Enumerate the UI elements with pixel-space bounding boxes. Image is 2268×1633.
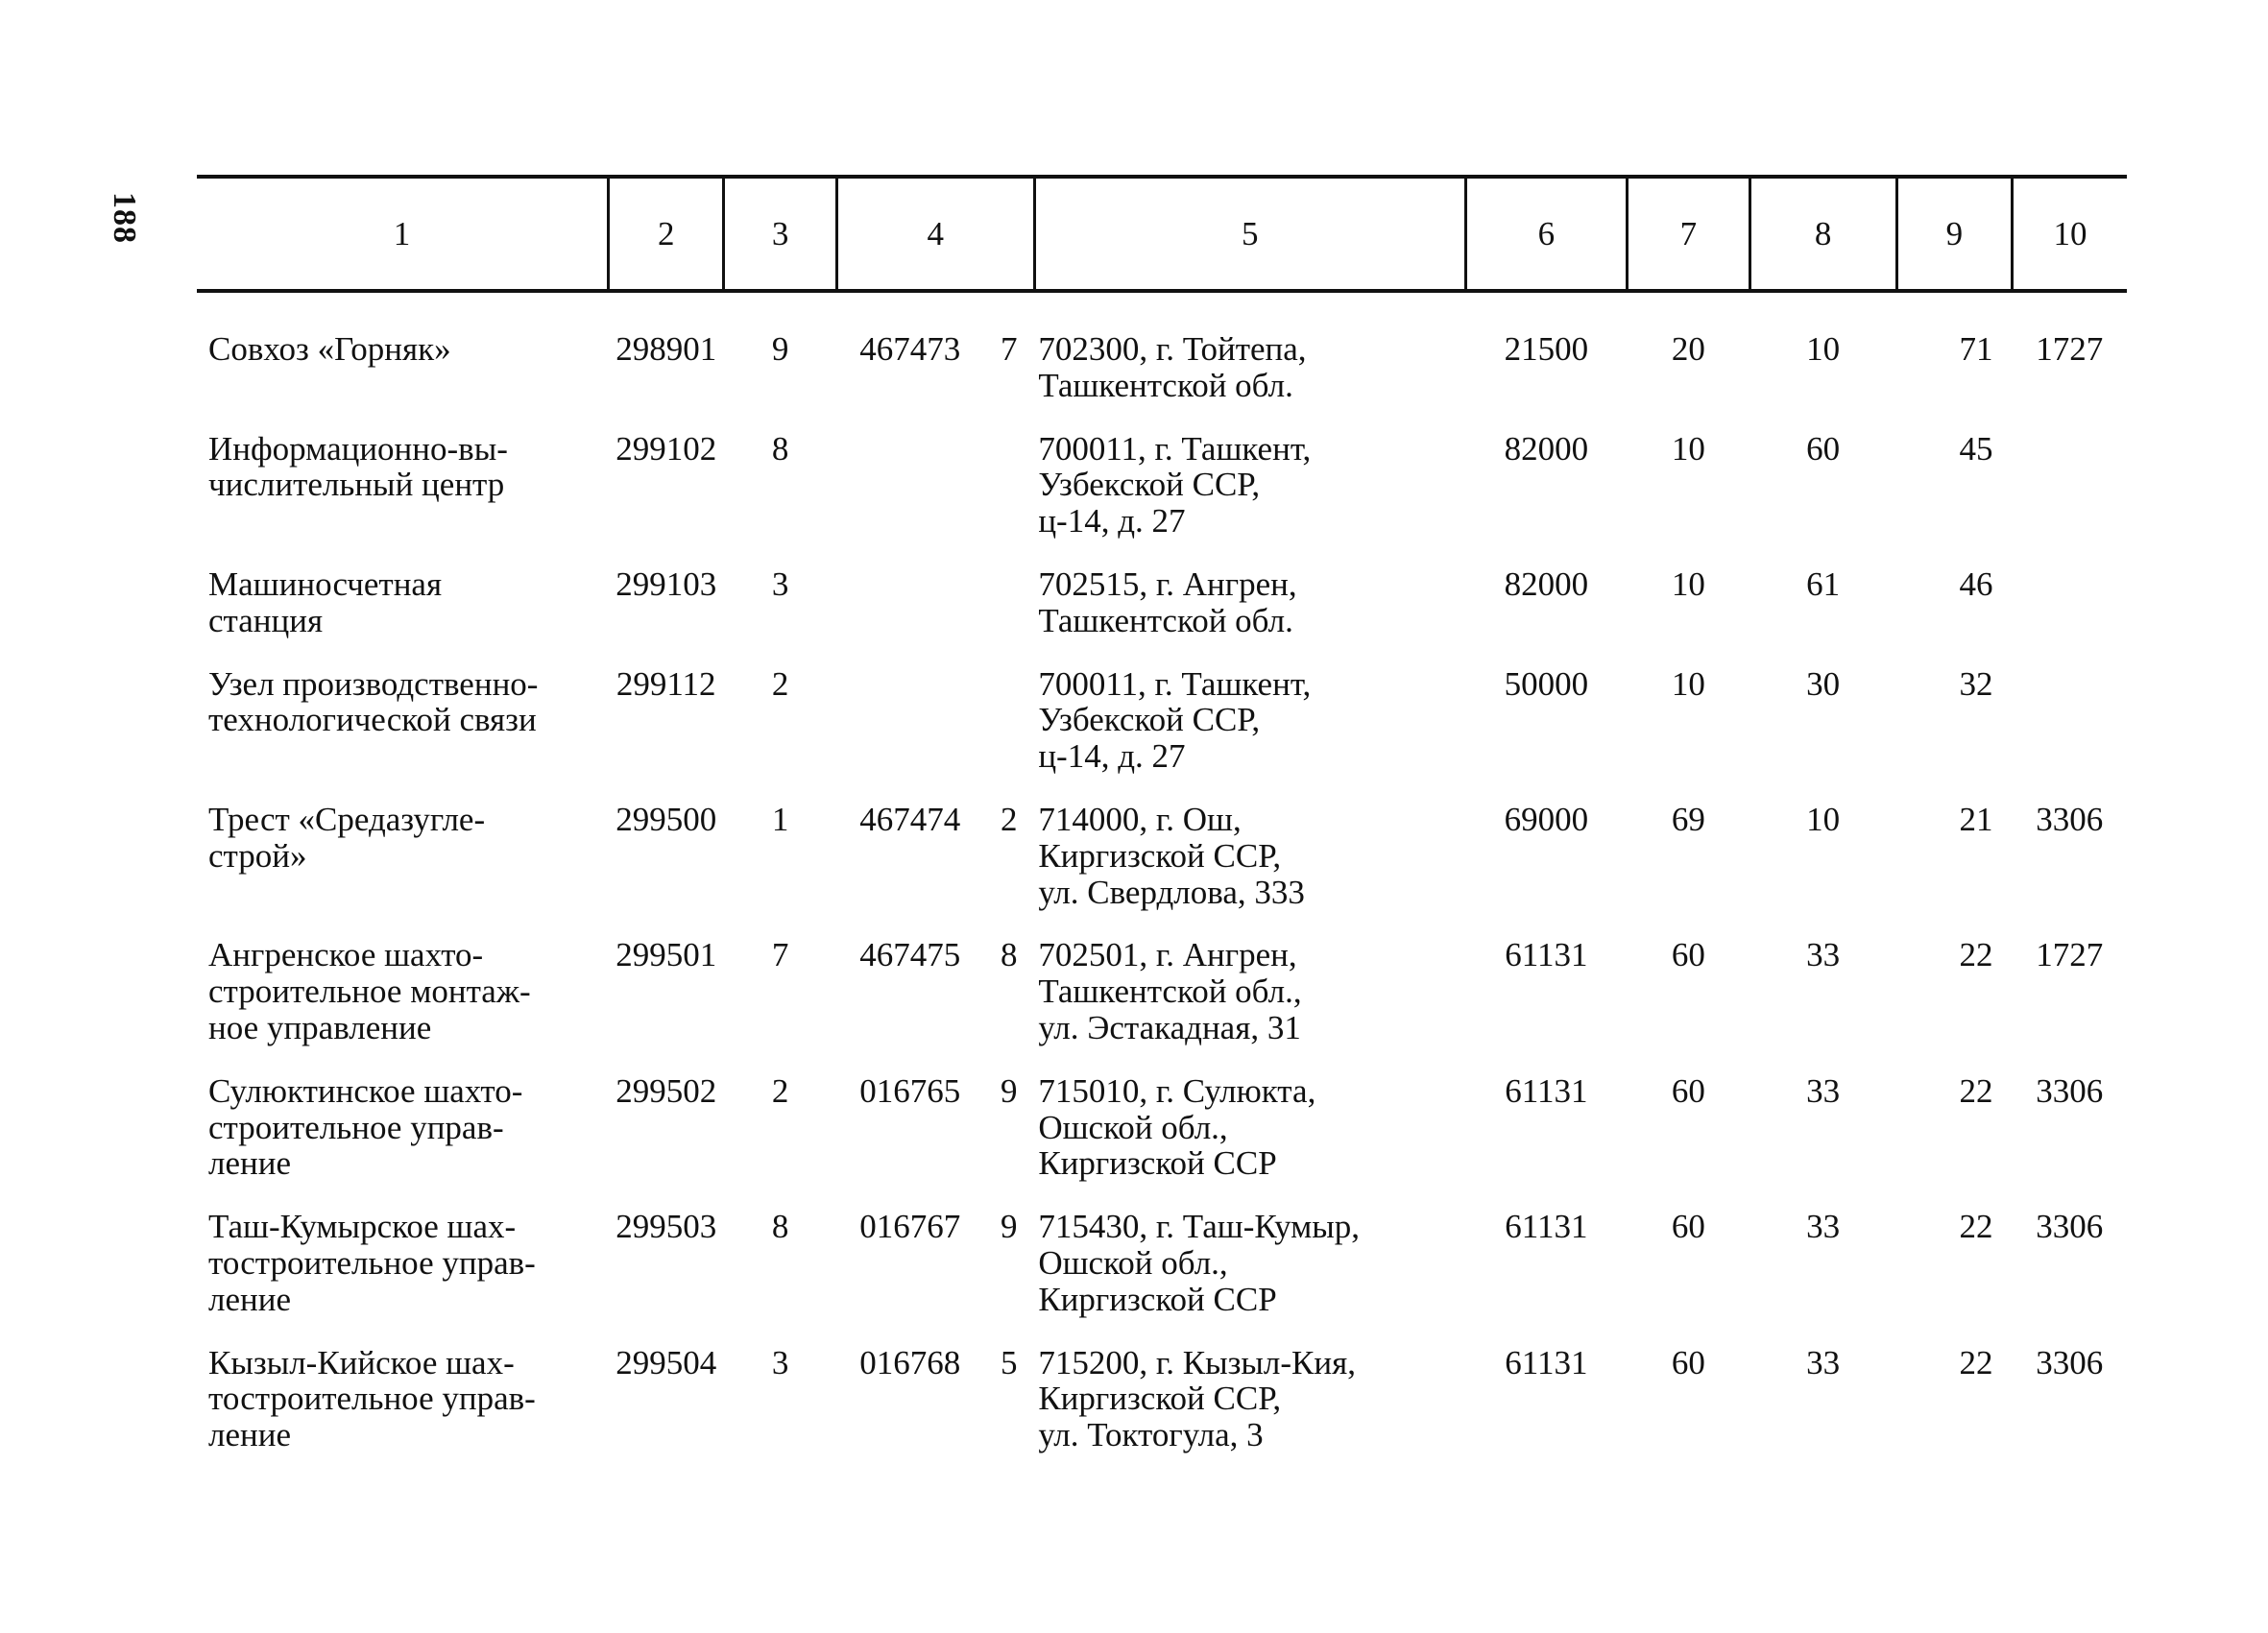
code-column-9: 46	[1959, 564, 1993, 603]
code-column-2: 299102	[615, 429, 717, 468]
code-column-4	[836, 431, 983, 566]
column-header-6: 6	[1465, 177, 1627, 291]
address: 702515, г. Ангрен, Ташкентской обл.	[1038, 564, 1297, 639]
code-column-10: 1727	[2036, 936, 2104, 974]
check-digit-column-4: 2	[1001, 800, 1018, 838]
table-row	[197, 291, 2127, 431]
table-row	[197, 566, 2127, 666]
address: 702300, г. Тойтепа, Ташкентской обл.	[1038, 330, 1307, 404]
code-column-3: 8	[771, 1208, 789, 1246]
code-column-2: 299501	[615, 936, 717, 974]
column-header-5: 5	[1034, 177, 1465, 291]
code-column-10: 3306	[2036, 1071, 2104, 1110]
table-row	[197, 431, 2127, 566]
code-column-9: 45	[1959, 429, 1993, 468]
address: 715430, г. Таш-Кумыр, Ошской обл., Киргизской ССР	[1038, 1208, 1361, 1318]
code-column-6: 61131	[1505, 936, 1588, 974]
code-column-8: 33	[1806, 936, 1841, 974]
organization-name: Узел производственно- технологической связи	[208, 664, 539, 739]
registry-table	[197, 175, 2127, 1480]
code-column-6: 50000	[1504, 664, 1589, 703]
code-column-4: 016767	[859, 1208, 961, 1246]
check-digit-column-4	[983, 566, 1034, 666]
address: 715200, г. Кызыл-Кия, Киргизской ССР, ул. Токтогула, 3	[1038, 1343, 1356, 1454]
column-header-10: 10	[2013, 177, 2127, 291]
code-column-3: 7	[771, 936, 789, 974]
code-column-2: 299504	[615, 1343, 717, 1381]
code-column-7: 60	[1671, 936, 1705, 974]
code-column-2: 298901	[615, 330, 717, 368]
code-column-3: 9	[771, 330, 789, 368]
table-body	[197, 291, 2127, 1480]
code-column-2: 299503	[615, 1208, 717, 1246]
code-column-9: 22	[1959, 1071, 1993, 1110]
organization-name: Сулюктинское шахто- строительное управ- ление	[208, 1071, 523, 1183]
code-column-7: 10	[1671, 429, 1705, 468]
code-column-4	[836, 566, 983, 666]
code-column-8: 33	[1806, 1208, 1841, 1246]
code-column-2: 299103	[615, 564, 717, 603]
code-column-4	[836, 666, 983, 802]
address: 715010, г. Сулюкта, Ошской обл., Киргизской ССР	[1038, 1071, 1316, 1183]
code-column-8: 60	[1806, 429, 1841, 468]
code-column-8: 10	[1806, 330, 1841, 368]
code-column-3: 1	[771, 800, 789, 838]
code-column-8: 33	[1806, 1071, 1841, 1110]
address: 700011, г. Ташкент, Узбекской ССР, ц-14, д. 27	[1038, 664, 1312, 776]
code-column-3: 3	[771, 1343, 789, 1381]
code-column-6: 82000	[1504, 564, 1589, 603]
column-header-8: 8	[1749, 177, 1896, 291]
code-column-7: 60	[1671, 1208, 1705, 1246]
column-header-7: 7	[1628, 177, 1750, 291]
table-header	[197, 177, 2127, 291]
table-row	[197, 802, 2127, 937]
code-column-6: 61131	[1505, 1343, 1588, 1381]
code-column-10	[2013, 666, 2127, 802]
code-column-3: 3	[771, 564, 789, 603]
registry-table-wrapper	[197, 175, 2127, 1480]
code-column-8: 33	[1806, 1343, 1841, 1381]
code-column-2: 299502	[615, 1071, 717, 1110]
code-column-7: 69	[1671, 800, 1705, 838]
check-digit-column-4: 7	[1001, 330, 1018, 368]
code-column-9: 32	[1959, 664, 1993, 703]
code-column-2: 299112	[615, 664, 716, 703]
check-digit-column-4	[983, 431, 1034, 566]
code-column-3: 2	[771, 664, 789, 703]
code-column-7: 60	[1671, 1071, 1705, 1110]
page-number: 188	[107, 192, 142, 244]
column-header-3: 3	[724, 177, 836, 291]
address: 700011, г. Ташкент, Узбекской ССР, ц-14, д. 27	[1038, 429, 1312, 540]
code-column-9: 71	[1959, 330, 1993, 368]
column-header-2: 2	[609, 177, 724, 291]
code-column-2: 299500	[615, 800, 717, 838]
table-row	[197, 1209, 2127, 1344]
organization-name: Совхоз «Горняк»	[208, 330, 451, 368]
check-digit-column-4: 5	[1001, 1343, 1018, 1381]
address: 702501, г. Ангрен, Ташкентской обл., ул. Эстакадная, 31	[1038, 936, 1302, 1046]
code-column-6: 69000	[1504, 800, 1589, 838]
code-column-4: 467474	[859, 800, 961, 838]
code-column-9: 22	[1959, 1343, 1993, 1381]
table-row	[197, 937, 2127, 1072]
code-column-6: 82000	[1504, 429, 1589, 468]
code-column-7: 10	[1671, 564, 1705, 603]
code-column-10: 1727	[2036, 330, 2104, 368]
code-column-10: 3306	[2036, 800, 2104, 838]
code-column-7: 10	[1671, 664, 1705, 703]
code-column-10: 3306	[2036, 1343, 2104, 1381]
address: 714000, г. Ош, Киргизской ССР, ул. Свердлова, 333	[1038, 800, 1305, 911]
code-column-4: 016768	[859, 1343, 961, 1381]
code-column-10: 3306	[2036, 1208, 2104, 1246]
code-column-10	[2013, 431, 2127, 566]
check-digit-column-4: 9	[1001, 1208, 1018, 1246]
table-row	[197, 1073, 2127, 1209]
code-column-7: 60	[1671, 1343, 1705, 1381]
code-column-3: 8	[771, 429, 789, 468]
code-column-6: 61131	[1505, 1071, 1588, 1110]
code-column-8: 61	[1806, 564, 1841, 603]
organization-name: Информационно-вы- числительный центр	[208, 429, 508, 504]
code-column-9: 22	[1959, 1208, 1993, 1246]
check-digit-column-4: 9	[1001, 1071, 1018, 1110]
code-column-4: 467475	[859, 936, 961, 974]
column-header-4: 4	[836, 177, 1034, 291]
table-row	[197, 1345, 2127, 1480]
code-column-6: 61131	[1505, 1208, 1588, 1246]
code-column-4: 467473	[859, 330, 961, 368]
organization-name: Трест «Средазугле- строй»	[208, 800, 486, 875]
organization-name: Таш-Кумырское шах- тостроительное управ- ление	[208, 1208, 536, 1318]
organization-name: Кызыл-Кийское шах- тостроительное управ- ление	[208, 1343, 536, 1454]
code-column-7: 20	[1671, 330, 1705, 368]
column-header-1: 1	[197, 177, 609, 291]
code-column-9: 22	[1959, 936, 1993, 974]
code-column-3: 2	[771, 1071, 789, 1110]
code-column-8: 10	[1806, 800, 1841, 838]
code-column-9: 21	[1959, 800, 1993, 838]
column-header-9: 9	[1896, 177, 2012, 291]
table-row	[197, 666, 2127, 802]
code-column-6: 21500	[1504, 330, 1589, 368]
code-column-8: 30	[1806, 664, 1841, 703]
check-digit-column-4: 8	[1001, 936, 1018, 974]
organization-name: Машиносчетная станция	[208, 564, 443, 639]
code-column-10	[2013, 566, 2127, 666]
code-column-4: 016765	[859, 1071, 961, 1110]
check-digit-column-4	[983, 666, 1034, 802]
organization-name: Ангренское шахто- строительное монтаж- ное управление	[208, 936, 531, 1046]
